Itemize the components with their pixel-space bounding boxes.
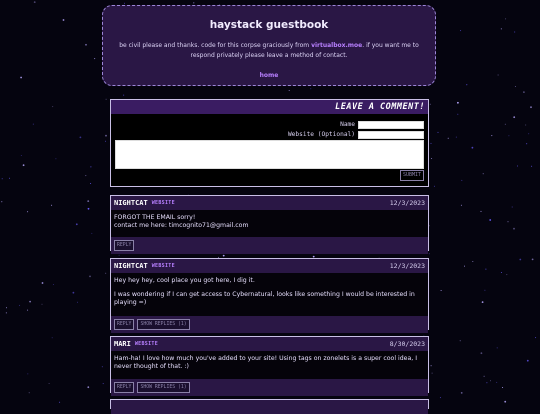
star: [498, 75, 499, 76]
guestbook-entry-partial: [110, 399, 429, 409]
star: [461, 180, 462, 181]
star: [460, 30, 461, 31]
star: [472, 261, 473, 262]
comment-textarea[interactable]: [115, 140, 424, 169]
star: [464, 266, 465, 267]
star: [466, 84, 467, 85]
star: [119, 255, 120, 256]
star: [505, 124, 506, 125]
star: [59, 402, 60, 403]
star: [481, 211, 482, 212]
intro-text-after: . if you want me to respond privately please leave a method of contact.: [190, 42, 419, 59]
star: [525, 125, 526, 126]
star: [193, 2, 194, 3]
star: [105, 273, 106, 274]
guestbook-entry: [110, 258, 429, 330]
star: [535, 337, 536, 338]
star: [502, 387, 503, 388]
star: [506, 274, 507, 275]
entry-website-link[interactable]: WEBSITE: [151, 200, 175, 206]
entry-body-paragraph: I was wondering if I can get access to Cybernatural, looks like something I would be interested in playing =): [114, 291, 415, 307]
star: [90, 166, 91, 167]
star: [483, 173, 484, 174]
star: [85, 175, 86, 176]
star: [496, 382, 497, 383]
star: [42, 304, 43, 305]
star: [94, 58, 95, 59]
star: [23, 164, 25, 166]
website-input[interactable]: [358, 131, 424, 139]
reply-button[interactable]: REPLY: [114, 240, 134, 251]
entry-body: [111, 273, 428, 316]
star: [29, 392, 30, 393]
star: [514, 32, 515, 33]
entry-website-link[interactable]: WEBSITE: [134, 341, 159, 347]
star: [429, 253, 430, 254]
star: [105, 135, 107, 137]
star: [440, 397, 441, 398]
name-input[interactable]: [358, 121, 424, 129]
star: [430, 104, 431, 105]
star: [51, 205, 52, 206]
star: [76, 223, 78, 225]
star: [52, 106, 53, 107]
star: [523, 91, 525, 93]
star: [434, 186, 435, 187]
star: [461, 205, 462, 206]
show-replies-button[interactable]: SHOW REPLIES (1): [137, 382, 189, 393]
star: [87, 200, 89, 202]
reply-button[interactable]: REPLY: [114, 382, 134, 393]
reply-button[interactable]: REPLY: [114, 319, 134, 330]
star: [49, 383, 50, 384]
star: [486, 382, 487, 383]
star: [513, 228, 515, 230]
star: [472, 147, 474, 149]
star: [77, 302, 78, 303]
entry-date: 8/30/2023: [389, 340, 425, 348]
star: [438, 132, 439, 133]
entry-header: [111, 196, 428, 210]
entry-body-line: FORGOT THE EMAIL sorry!: [114, 214, 196, 221]
entry-body-paragraph: Hey hey hey, cool place you got here, I dig it.: [114, 277, 255, 284]
star: [457, 102, 459, 104]
star: [489, 219, 491, 221]
entry-author: MARI: [114, 340, 131, 348]
star: [431, 365, 432, 366]
star: [310, 88, 311, 89]
website-label: Website (Optional): [287, 131, 355, 138]
star: [501, 272, 502, 273]
star: [461, 392, 463, 394]
star: [124, 3, 125, 4]
page-title: haystack guestbook: [209, 19, 329, 31]
star: [33, 124, 34, 125]
star: [517, 166, 518, 167]
star: [481, 352, 483, 354]
show-replies-button[interactable]: SHOW REPLIES (1): [137, 319, 189, 330]
guestbook-entry: [110, 195, 429, 251]
star: [457, 114, 458, 115]
star: [29, 301, 31, 303]
star: [123, 95, 124, 96]
star: [19, 305, 20, 306]
entry-body-line: contact me here: timcognito71@gmail.com: [114, 222, 249, 230]
entry-date: 12/3/2023: [389, 262, 425, 270]
virtualbox-link[interactable]: virtualbox.moe: [311, 42, 363, 49]
entry-website-link[interactable]: WEBSITE: [151, 263, 175, 269]
star: [528, 133, 529, 134]
star: [526, 143, 527, 144]
star: [55, 158, 56, 159]
star: [105, 141, 106, 142]
entry-body: [111, 351, 428, 379]
star: [530, 106, 532, 108]
intro-text: [109, 41, 429, 61]
star: [89, 276, 91, 278]
star: [504, 401, 506, 403]
star: [490, 380, 491, 381]
star: [505, 18, 506, 19]
star: [102, 366, 103, 367]
form-title: LEAVE A COMMENT!: [111, 100, 428, 114]
star: [27, 373, 28, 374]
intro-text-before: be civil please and thanks. code for this corpse graciously from: [119, 42, 312, 49]
entry-footer: [111, 237, 428, 254]
entry-body-text: Ham-ha! I love how much you've added to your site! Using tags on zonelets is a super cool idea, I never thought of that. :): [114, 355, 418, 371]
entry-author: NIGHTCAT: [114, 199, 148, 207]
star: [106, 99, 107, 100]
name-row: [340, 120, 424, 129]
star: [431, 143, 432, 144]
star: [491, 135, 492, 136]
star: [20, 77, 22, 79]
star: [515, 86, 516, 87]
star: [9, 178, 10, 179]
star: [432, 373, 433, 374]
star: [27, 310, 28, 311]
star: [223, 255, 225, 257]
entry-footer: [111, 316, 428, 333]
entry-footer: [111, 379, 428, 396]
entry-header: [111, 259, 428, 273]
star: [532, 259, 534, 261]
star: [88, 208, 90, 210]
star: [21, 155, 22, 156]
star: [531, 166, 532, 167]
entry-date: 12/3/2023: [389, 199, 425, 207]
star: [90, 183, 91, 184]
star: [6, 307, 7, 308]
star: [485, 269, 486, 270]
star: [42, 282, 44, 284]
star: [512, 207, 513, 208]
guestbook-entry: [110, 336, 429, 393]
star: [501, 28, 502, 29]
star: [460, 340, 461, 341]
star: [508, 135, 509, 136]
star: [85, 44, 87, 46]
star: [484, 290, 485, 291]
star: [527, 360, 529, 362]
name-label: Name: [340, 121, 355, 128]
star: [27, 211, 28, 212]
star: [484, 376, 485, 377]
star: [53, 284, 54, 285]
star: [441, 290, 442, 291]
star: [2, 178, 3, 179]
entry-author: NIGHTCAT: [114, 262, 148, 270]
star: [448, 138, 449, 139]
star: [80, 137, 82, 139]
guestbook-header: [102, 5, 436, 86]
star: [513, 116, 515, 118]
star: [456, 137, 457, 138]
star: [34, 1, 36, 3]
website-row: [288, 130, 424, 139]
star: [519, 259, 521, 261]
star: [6, 312, 7, 313]
star: [497, 347, 498, 348]
submit-button[interactable]: SUBMIT: [400, 170, 424, 181]
star: [1, 201, 2, 202]
star: [289, 90, 290, 91]
star: [482, 301, 484, 303]
star: [91, 233, 92, 234]
entry-header: [111, 337, 428, 351]
comment-form: [110, 99, 429, 187]
star: [73, 292, 75, 294]
star: [52, 337, 53, 338]
star: [508, 221, 509, 222]
star: [87, 386, 89, 388]
entry-body: [111, 210, 428, 237]
star: [431, 158, 432, 159]
home-link[interactable]: home: [259, 72, 279, 79]
star: [103, 383, 104, 384]
star: [63, 19, 65, 21]
entry-header: [111, 400, 428, 414]
